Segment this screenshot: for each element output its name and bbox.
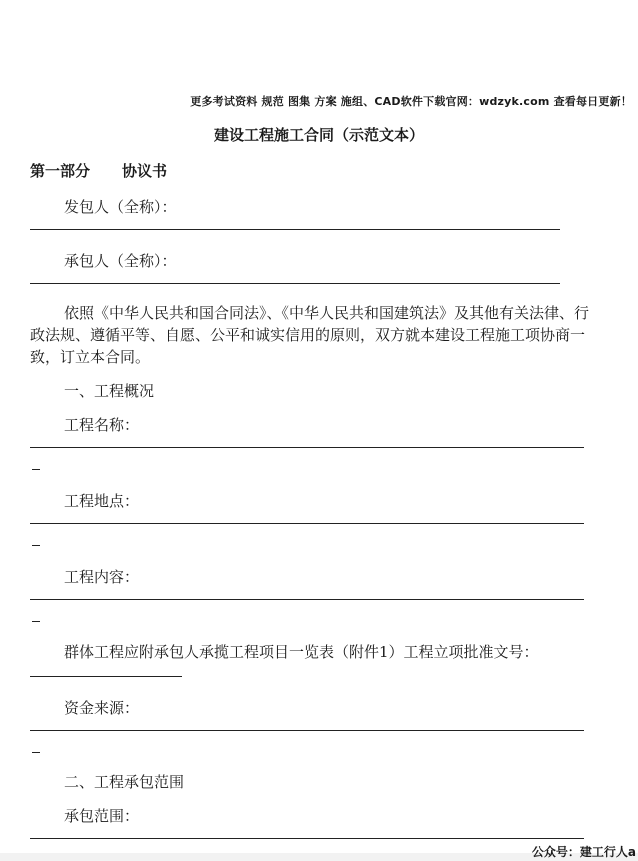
scope-blank-line — [30, 838, 584, 839]
project-name-blank-tail — [32, 469, 40, 470]
project-location-label: 工程地点： — [64, 492, 140, 510]
footer-watermark: 公众号：建工行人a — [531, 845, 636, 859]
intro-paragraph: 依照《中华人民共和国合同法》、《中华人民共和国建筑法》及其他有关法律、行政法规、遵循平等、自愿、公平和诚实信用的原则，双方就本建设工程施工项协商一致，订立本合同。 — [30, 304, 590, 366]
section2-heading: 二、工程承包范围 — [64, 773, 185, 791]
part-heading — [30, 160, 167, 181]
part-label: 第一部分 — [30, 162, 91, 180]
project-name-blank-line — [30, 447, 584, 448]
employer-label: 发包人（全称）： — [64, 198, 177, 216]
section1-heading: 一、工程概况 — [64, 382, 155, 400]
download-banner: 更多考试资料 规范 图集 方案 施组、CAD软件下载官网：wdzyk.com 查看每日更新！ — [190, 95, 632, 108]
approval-number-blank-line — [30, 676, 182, 677]
fund-source-label: 资金来源： — [64, 699, 140, 717]
project-location-blank-tail — [32, 545, 40, 546]
scope-label: 承包范围： — [64, 807, 140, 825]
project-content-label: 工程内容： — [64, 568, 140, 586]
project-location-blank-line — [30, 523, 584, 524]
document-title: 建设工程施工合同（示范文本） — [213, 126, 424, 144]
project-content-blank-line — [30, 599, 584, 600]
fund-source-blank-tail — [32, 752, 40, 753]
fund-source-blank-line — [30, 730, 584, 731]
part-name: 协议书 — [122, 162, 168, 180]
project-name-label: 工程名称： — [64, 416, 140, 434]
employer-blank-line — [30, 229, 560, 230]
contractor-blank-line — [30, 283, 560, 284]
group-project-label: 群体工程应附承包人承揽工程项目一览表（附件1）工程立项批准文号： — [64, 643, 539, 661]
project-content-blank-tail — [32, 621, 40, 622]
contractor-label: 承包人（全称）： — [64, 252, 177, 270]
